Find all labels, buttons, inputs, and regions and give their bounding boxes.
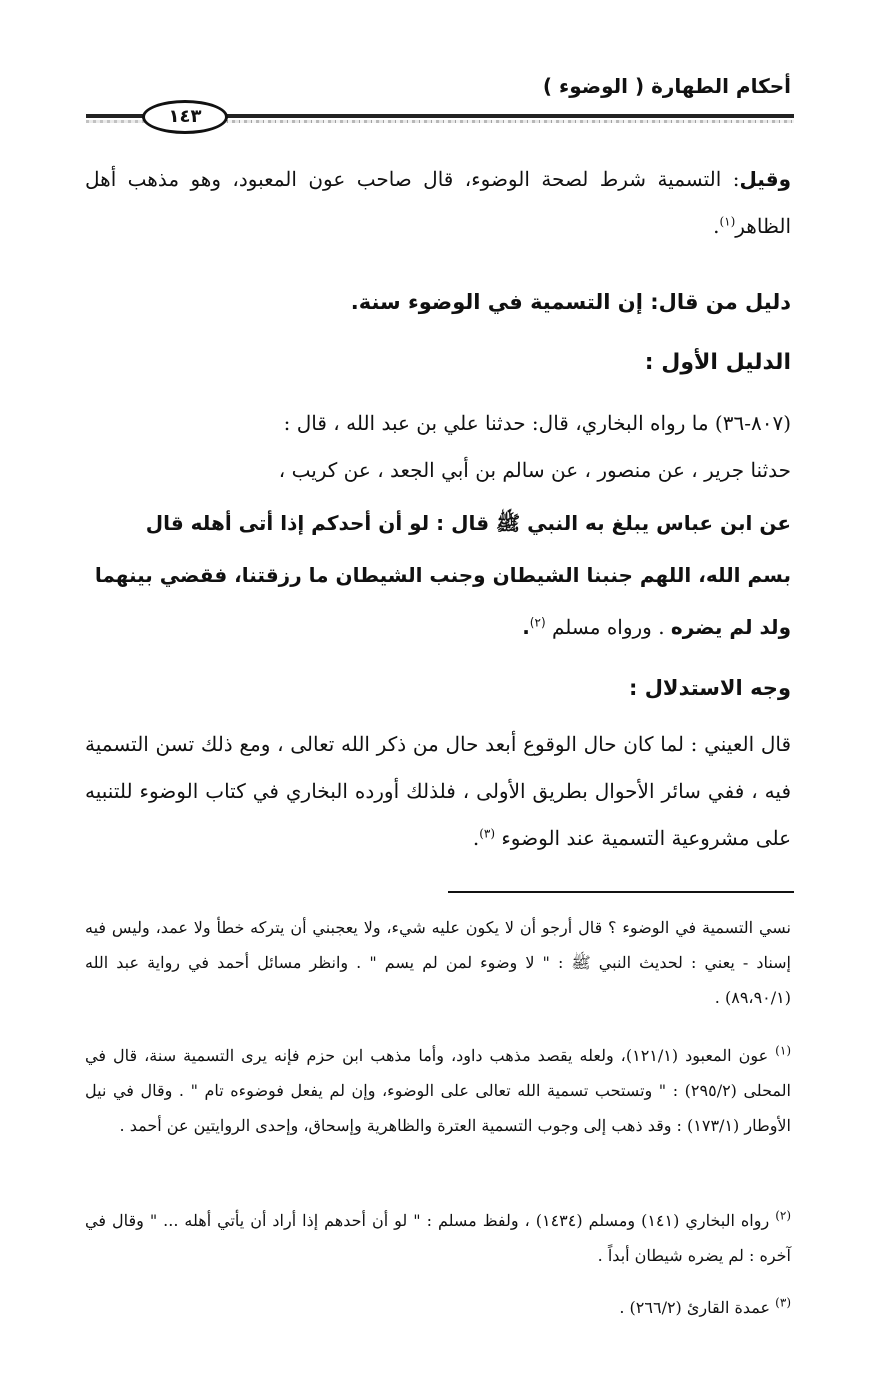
paragraph-text: : التسمية شرط لصحة الوضوء، قال صاحب عون المعبود، وهو مذهب أهل الظاهر xyxy=(85,167,791,238)
footnote-3 xyxy=(85,1290,791,1325)
hadith-matn xyxy=(85,497,791,653)
matn-source: . ورواه مسلم xyxy=(545,615,671,639)
page-number: ١٤٣ xyxy=(142,100,228,134)
paragraph-end: . xyxy=(472,826,480,850)
footnote-2 xyxy=(85,1203,791,1273)
matn-line: بسم الله، اللهم جنبنا الشيطان وجنب الشيطان ما رزقتنا، فقضي بينهما xyxy=(94,563,791,587)
footnote-text: رواه البخاري (١٤١) ومسلم (١٤٣٤) ، ولفظ مسلم : " لو أن أحدهم إذا أراد أن يأتي أهله ... " وقال في آخره : لم يضره شيطان أبداً . xyxy=(85,1211,791,1265)
footnote-ref: (١) xyxy=(719,214,736,229)
paragraph-text: قال العيني : لما كان حال الوقوع أبعد حال من ذكر الله تعالى ، ومع ذلك تسن التسمية فيه ، ففي سائر الأحوال بطريق الأولى ، فلذلك أورده البخاري في كتاب الوضوء للتنبيه على مشروعية التسمية عند الوضوء xyxy=(85,732,791,850)
paragraph-qeel xyxy=(85,156,791,250)
running-header-title: أحكام الطهارة ( الوضوء ) xyxy=(542,74,791,98)
header-rule-texture-left xyxy=(86,120,146,123)
hadith-isnad xyxy=(85,400,791,494)
footnote-text: عمدة القارئ (٢٦٦/٢) . xyxy=(619,1298,776,1317)
footnote-1 xyxy=(85,1038,791,1143)
isnad-line: حدثنا جرير ، عن منصور ، عن سالم بن أبي الجعد ، عن كريب ، xyxy=(278,458,791,482)
footnote-continuation: نسي التسمية في الوضوء ؟ قال أرجو أن لا يكون عليه شيء، ولا يعجبني أن يتركه خطأ ولا عمد، وليس فيه إسناد - يعني : لحديث النبي ﷺ : " لا وضوء لمن لم يسم " . وانظر مسائل أحمد في رواية عبد الله (٨٩،٩٠/١) . xyxy=(85,918,792,1007)
subsection-heading: وجه الاستدلال : xyxy=(629,676,791,700)
footnote-ref: (٣) xyxy=(479,826,496,841)
section-heading: دليل من قال: إن التسمية في الوضوء سنة. xyxy=(350,290,791,314)
footnote-marker: (٢) xyxy=(775,1208,792,1223)
footnote-marker: (١) xyxy=(775,1043,791,1058)
footnote-text: عون المعبود (١٢١/١)، ولعله يقصد مذهب داود، وأما مذهب ابن حزم فإنه يرى التسمية سنة، قال في المحلى (٢٩٥/٢) : " وتستحب تسمية الله تعالى على الوضوء، وإن لم يفعل فوضوءه تام " . وقال في نيل الأوطار (١٧٣/١) : وقد ذهب إلى وجوب التسمية العترة والظاهرية وإسحاق، وإحدى الروايتين عن أحمد . xyxy=(85,1046,792,1135)
subsection-heading: الدليل الأول : xyxy=(644,350,791,375)
matn-line: عن ابن عباس يبلغ به النبي ﷺ قال : لو أن أحدكم إذا أتى أهله قال xyxy=(145,511,791,535)
paragraph-end: . xyxy=(713,214,720,238)
isnad-line: (٨٠٧-٣٦) ما رواه البخاري، قال: حدثنا علي بن عبد الله ، قال : xyxy=(283,411,791,435)
paragraph-label: وقيل xyxy=(739,167,791,191)
matn-line xyxy=(85,601,791,653)
header-rule-texture xyxy=(220,120,794,123)
footnote-separator xyxy=(448,891,794,893)
footnote-ref: (٢) xyxy=(529,615,546,630)
paragraph-end: . xyxy=(522,615,530,639)
matn-bold-end: ولد لم يضره xyxy=(670,615,791,639)
paragraph-aini xyxy=(85,721,791,862)
footnote-marker: (٣) xyxy=(775,1295,791,1310)
